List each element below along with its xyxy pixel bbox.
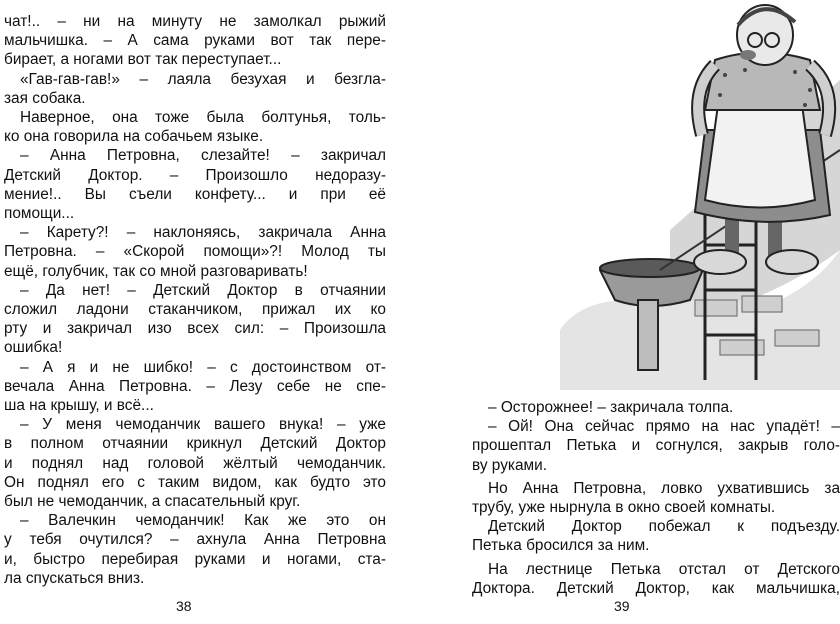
text-line: вечала Анна Петровна. – Лезу себе не спе- bbox=[4, 377, 386, 395]
text-line: рту и закричал изо всех сил: – Произошла bbox=[4, 320, 386, 338]
text-line: – Анна Петровна, слезайте! – закричал bbox=[20, 147, 386, 165]
left-text-column bbox=[4, 12, 386, 588]
text-line: ещё, голубчик, так со мной разговаривать! bbox=[4, 262, 308, 280]
text-line: и поднял над головой жёлтый чемоданчик. bbox=[4, 454, 386, 472]
text-line: – У меня чемоданчик вашего внука! – уже bbox=[20, 416, 386, 434]
text-line: ла спускаться вниз. bbox=[4, 569, 145, 587]
text-line: Но Анна Петровна, ловко ухватившись за bbox=[488, 479, 840, 497]
text-line: – Карету?! – наклоняясь, закричала Анна bbox=[20, 224, 386, 242]
page-number-right: 39 bbox=[614, 598, 630, 614]
text-line: ша на крышу, и всё... bbox=[4, 397, 154, 415]
text-line: Детский Доктор. – Произошло недоразу- bbox=[4, 166, 386, 184]
text-line: Петровна. – «Скорой помощи»?! Молод ты bbox=[4, 243, 386, 261]
text-line: – Ой! Она сейчас прямо на нас упадёт! – bbox=[488, 418, 840, 436]
text-line: – А я и не шибко! – с достоинством от- bbox=[20, 358, 386, 376]
text-line: и, быстро перебирая руками и ногами, ста- bbox=[4, 550, 386, 568]
text-line: Он поднял его с таким видом, как будто это bbox=[4, 473, 386, 491]
text-line: На лестнице Петька отстал от Детского bbox=[488, 560, 840, 578]
text-line: прошептал Петька и согнулся, закрыв голо- bbox=[472, 437, 840, 455]
text-line: Петька бросился за ним. bbox=[472, 537, 650, 555]
text-line: – Да нет! – Детский Доктор в отчаянии bbox=[20, 281, 386, 299]
text-line: зая собака. bbox=[4, 89, 86, 107]
text-line: ву руками. bbox=[472, 456, 547, 474]
grandmother-on-ladder-illustration bbox=[520, 0, 840, 390]
left-page bbox=[0, 0, 410, 624]
text-line: мение!.. Вы съели конфету... и при её bbox=[4, 185, 386, 203]
text-line: Наверное, она тоже была болтунья, толь- bbox=[20, 109, 386, 127]
text-line: «Гав-гав-гав!» – лаяла безухая и безгла- bbox=[20, 70, 386, 88]
text-line: Доктора. Детский Доктор, как мальчишка, bbox=[472, 579, 840, 597]
text-line: мальчишка. – А сама руками вот так пере- bbox=[4, 32, 386, 50]
text-line: – Валечкин чемоданчик! Как же это он bbox=[20, 512, 386, 530]
text-line: сложил ладони стаканчиком, прижал их ко bbox=[4, 301, 386, 319]
text-line: бирает, а ногами вот так переступает... bbox=[4, 51, 282, 69]
right-text-column bbox=[472, 398, 840, 598]
text-line: в полном отчаянии крикнул Детский Доктор bbox=[4, 435, 386, 453]
text-line: чат!.. – ни на минуту не замолкал рыжий bbox=[4, 13, 386, 30]
text-line: ко она говорила на собачьем языке. bbox=[4, 128, 264, 146]
text-line: Детский Доктор побежал к подъезду. bbox=[488, 518, 840, 536]
page-number-left: 38 bbox=[176, 598, 192, 614]
text-line: был не чемоданчик, а спасательный круг. bbox=[4, 493, 301, 511]
text-line: трубу, уже нырнула в окно своей комнаты. bbox=[472, 499, 776, 517]
text-line: у тебя очутился? – ахнула Анна Петровна bbox=[4, 531, 386, 549]
right-page bbox=[420, 0, 840, 624]
text-line: – Осторожнее! – закричала толпа. bbox=[488, 399, 734, 416]
text-line: ошибка! bbox=[4, 339, 63, 357]
text-line: помощи... bbox=[4, 205, 75, 223]
